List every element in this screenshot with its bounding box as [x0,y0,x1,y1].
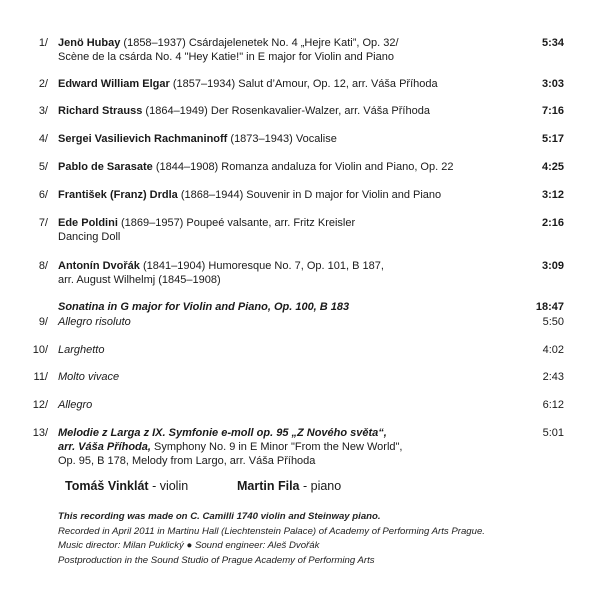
movement-title: Allegro risoluto [58,316,131,328]
movement-title: Molto vivace [58,371,120,383]
movement-title: Larghetto [58,344,105,356]
composer-name: Jenö Hubay [58,37,121,49]
track-number: 11/ [33,371,48,383]
track-number: 13/ [32,427,48,439]
track-title: (1868–1944) Souvenir in D major for Violin and Piano [177,189,442,201]
track-duration: 7:16 [541,105,564,117]
track-subtitle: arr. August Wilhelmj (1845–1908) [58,274,221,286]
track-number: 6/ [38,189,48,201]
track-description [58,36,498,64]
recording-location: Recorded in April 2011 in Martinu Hall (Liechtenstein Palace) of Academy of Performing Arts Prague. [58,525,485,537]
track-number: 9/ [38,316,48,328]
track-duration: 2:43 [542,371,564,383]
performer-name: Martin Fila [237,479,300,493]
track-description [58,132,498,146]
track-duration: 5:50 [542,316,564,328]
track-number: 3/ [38,105,48,117]
track-duration: 3:12 [541,189,564,201]
sonatina-total-duration: 18:47 [535,301,564,313]
track-title: (1857–1934) Salut d’Amour, Op. 12, arr. Váša Příhoda [169,78,438,90]
track-description [58,216,498,244]
composer-name: Antonín Dvořák [58,260,140,272]
track-title: (1869–1957) Poupeé valsante, arr. Fritz Kreisler [117,217,356,229]
track-description [58,259,498,287]
track-title: (1858–1937) Csárdajelenetek No. 4 „Hejre Kati”, Op. 32/ [120,37,399,49]
track-number: 1/ [38,37,48,49]
track-duration: 5:01 [542,427,564,439]
track-duration: 5:34 [541,37,564,49]
track-subtitle: Op. 95, B 178, Melody from Largo, arr. Váša Příhoda [58,455,316,467]
track-duration: 3:03 [541,78,564,90]
recording-notes [58,510,578,568]
track-duration: 4:02 [542,344,564,356]
track-duration: 2:16 [541,217,564,229]
postproduction-credit: Postproduction in the Sound Studio of Prague Academy of Performing Arts [58,554,375,566]
composer-name: Ede Poldini [58,217,118,229]
track-title: Melodie z Larga z IX. Symfonie e-moll op. 95 „Z Nového světa“, [58,427,387,439]
track-number: 12/ [32,399,48,411]
track-duration: 5:17 [541,133,564,145]
sonatina-title: Sonatina in G major for Violin and Piano, Op. 100, B 183 [58,301,350,313]
track-number: 10/ [32,344,48,356]
arranger-credit: arr. Váša Příhoda, [58,441,151,453]
track-title: (1864–1949) Der Rosenkavalier-Walzer, arr. Váša Příhoda [142,105,430,117]
track-number: 7/ [38,217,48,229]
performer-name: Tomáš Vinklát [65,479,149,493]
recording-instruments: This recording was made on C. Camilli 1740 violin and Steinway piano. [58,511,381,522]
performer-violin [65,479,188,494]
track-number: 2/ [38,78,48,90]
track-title: (1873–1943) Vocalise [227,133,337,145]
composer-name: Edward William Elgar [58,78,170,90]
composer-name: Sergei Vasilievich Rachmaninoff [58,133,228,145]
composer-name: Pablo de Sarasate [58,161,153,173]
track-title: (1844–1908) Romanza andaluza for Violin and Piano, Op. 22 [152,161,454,173]
track-duration: 4:25 [541,161,564,173]
track-duration: 3:09 [541,260,564,272]
track-subtitle: Dancing Doll [58,231,121,243]
track-subtitle: Scène de la csárda No. 4 "Hey Katie!" in E major for Violin and Piano [58,51,394,63]
track-duration: 6:12 [542,399,564,411]
recording-credits: Music director: Milan Puklický ● Sound engineer: Aleš Dvořák [58,540,320,552]
composer-name: Richard Strauss [58,105,143,117]
performer-role: - violin [148,479,189,493]
track-number: 4/ [38,133,48,145]
track-description [58,77,498,91]
track-description [58,188,498,202]
performer-role: - piano [299,479,342,493]
track-subtitle: Symphony No. 9 in E Minor "From the New World", [150,441,403,453]
movement-title: Allegro [58,399,93,411]
track-title: (1841–1904) Humoresque No. 7, Op. 101, B 187, [139,260,384,272]
composer-name: František (Franz) Drdla [58,189,178,201]
track-description [58,426,498,468]
track-number: 5/ [38,161,48,173]
track-description [58,104,498,118]
performer-piano [237,479,341,494]
track-number: 8/ [38,260,48,272]
track-description [58,160,498,174]
